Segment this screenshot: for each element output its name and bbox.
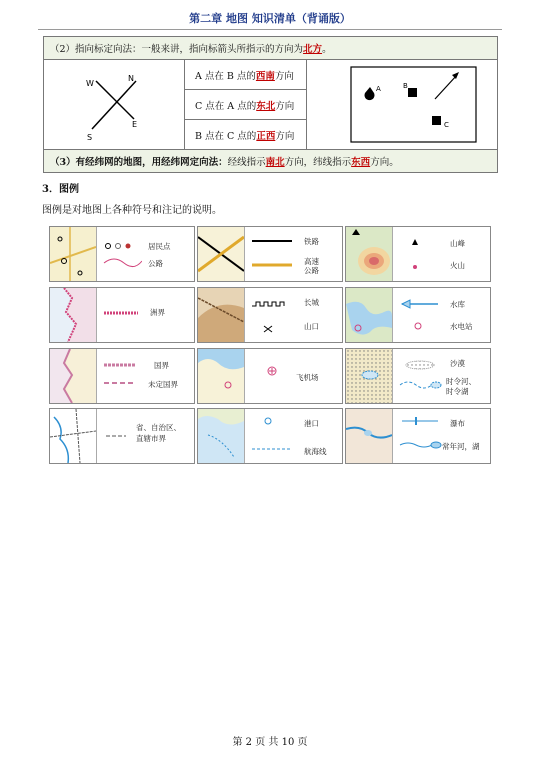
graticule-method-answer-2: 东西 [351, 157, 371, 168]
legend-map-thumbnail [50, 409, 97, 463]
compass-cell [44, 60, 185, 150]
point-b-label: B [403, 82, 408, 90]
legend-label-pass: 山口 [304, 322, 319, 331]
legend-map-thumbnail [50, 227, 97, 281]
pointer-method-answer: 北方 [303, 44, 323, 55]
pointer-method-row [44, 37, 498, 60]
direction-table [43, 36, 498, 173]
legend-map-thumbnail [346, 349, 393, 403]
legend-label-undefined-boundary: 未定国界 [148, 380, 178, 389]
legend-waterfall-river [345, 408, 491, 464]
direction-row-1-suffix: 方向 [274, 70, 294, 82]
legend-label-provincial-1: 省、自治区、 [136, 423, 181, 432]
legend-map-thumbnail [198, 227, 245, 281]
direction-row-3-text: B 点在 C 点的 [195, 130, 257, 142]
legend-map-thumbnail [198, 349, 245, 403]
direction-row-3-suffix: 方向 [275, 130, 295, 142]
graticule-method-title: （3）有经纬网的地图，用经纬网定向法： [50, 157, 228, 168]
legend-map-thumbnail [346, 227, 393, 281]
legend-peak-volcano [345, 226, 491, 282]
legend-reservoir-hydropower [345, 287, 491, 343]
graticule-method-suffix: 方向。 [370, 157, 399, 168]
legend-map-thumbnail [50, 349, 97, 403]
legend-label-hydropower: 水电站 [450, 322, 473, 331]
legend-settlement-road [49, 226, 195, 282]
graticule-method-answer-1: 南北 [265, 157, 285, 168]
legend-map-thumbnail [198, 288, 245, 342]
legend-desert-seasonal [345, 348, 491, 404]
legend-national-boundary [49, 348, 195, 404]
legend-label-highway-1: 高速 [304, 257, 319, 266]
pointer-method-text: （2）指向标定向法：一般来讲，指向标箭头所指示的方向为 [50, 44, 304, 55]
direction-row-2-suffix: 方向 [275, 100, 295, 112]
graticule-method-text-1: 经线指示 [227, 157, 266, 168]
legend-label-peak: 山峰 [450, 239, 465, 248]
legend-label-national-boundary: 国界 [154, 361, 169, 370]
points-cell [307, 60, 498, 150]
legend-label-desert: 沙漠 [450, 359, 465, 368]
legend-map-thumbnail [50, 288, 97, 342]
compass-n-label: N [128, 74, 134, 83]
direction-row-2-answer: 东北 [256, 100, 276, 112]
legend-map-thumbnail [346, 409, 393, 463]
legend-airport [197, 348, 343, 404]
legend-railway-highway [197, 226, 343, 282]
graticule-method-row [44, 150, 498, 173]
legend-label-port: 港口 [304, 419, 319, 428]
section-3-heading [42, 180, 79, 195]
direction-row-3 [185, 120, 307, 150]
legend-label-waterfall: 瀑布 [450, 419, 465, 428]
legend-label-perennial-river: 常年河，湖 [442, 442, 480, 451]
legend-continent-boundary [49, 287, 195, 343]
legend-label-settlement: 居民点 [148, 242, 171, 251]
legend-map-thumbnail [198, 409, 245, 463]
direction-row-2 [185, 90, 307, 120]
page-header: 第二章 地图 知识清单（背诵版） [189, 12, 351, 25]
legend-label-volcano: 火山 [450, 261, 465, 270]
graticule-method-text-2: 方向，纬线指示 [284, 157, 352, 168]
compass-s-label: S [87, 133, 93, 142]
page-footer: 第 2 页 共 10 页 [232, 737, 308, 748]
legend-label-great-wall: 长城 [304, 298, 319, 307]
legend-label-reservoir: 水库 [450, 300, 465, 309]
direction-row-1-answer: 西南 [255, 70, 275, 82]
direction-row-1 [185, 60, 307, 90]
legend-provincial-boundary [49, 408, 195, 464]
legend-label-shipping-route: 航海线 [304, 447, 327, 456]
legend-port-shipping [197, 408, 343, 464]
legend-label-road: 公路 [148, 259, 163, 268]
legend-label-seasonal-river: 时令河、 [446, 377, 476, 386]
legend-label-seasonal-lake: 时令湖 [446, 387, 469, 396]
legend-label-highway-2: 公路 [304, 266, 319, 275]
section-3-description: 图例是对地图上各种符号和注记的说明。 [42, 205, 222, 216]
point-a-label: A [376, 85, 381, 93]
legend-great-wall-pass [197, 287, 343, 343]
legend-label-railway: 铁路 [304, 237, 319, 246]
pointer-method-suffix: 。 [322, 44, 332, 55]
direction-row-3-answer: 正西 [256, 130, 276, 142]
direction-row-1-text: A 点在 B 点的 [195, 70, 256, 82]
legend-map-thumbnail [346, 288, 393, 342]
points-diagram [307, 61, 497, 148]
legend-label-continent-boundary: 洲界 [150, 308, 165, 317]
point-c-label: C [444, 121, 449, 129]
legend-grid [49, 226, 491, 462]
header-divider [38, 29, 502, 30]
legend-label-provincial-2: 直辖市界 [136, 434, 166, 443]
direction-row-2-text: C 点在 A 点的 [195, 100, 257, 112]
compass-e-label: E [132, 120, 138, 129]
legend-label-airport: 飞机场 [296, 373, 319, 382]
section-3-title: 图例 [58, 184, 79, 195]
section-3-number: 3． [42, 184, 59, 195]
compass-w-label: W [86, 79, 94, 88]
compass-diagram [44, 61, 184, 148]
